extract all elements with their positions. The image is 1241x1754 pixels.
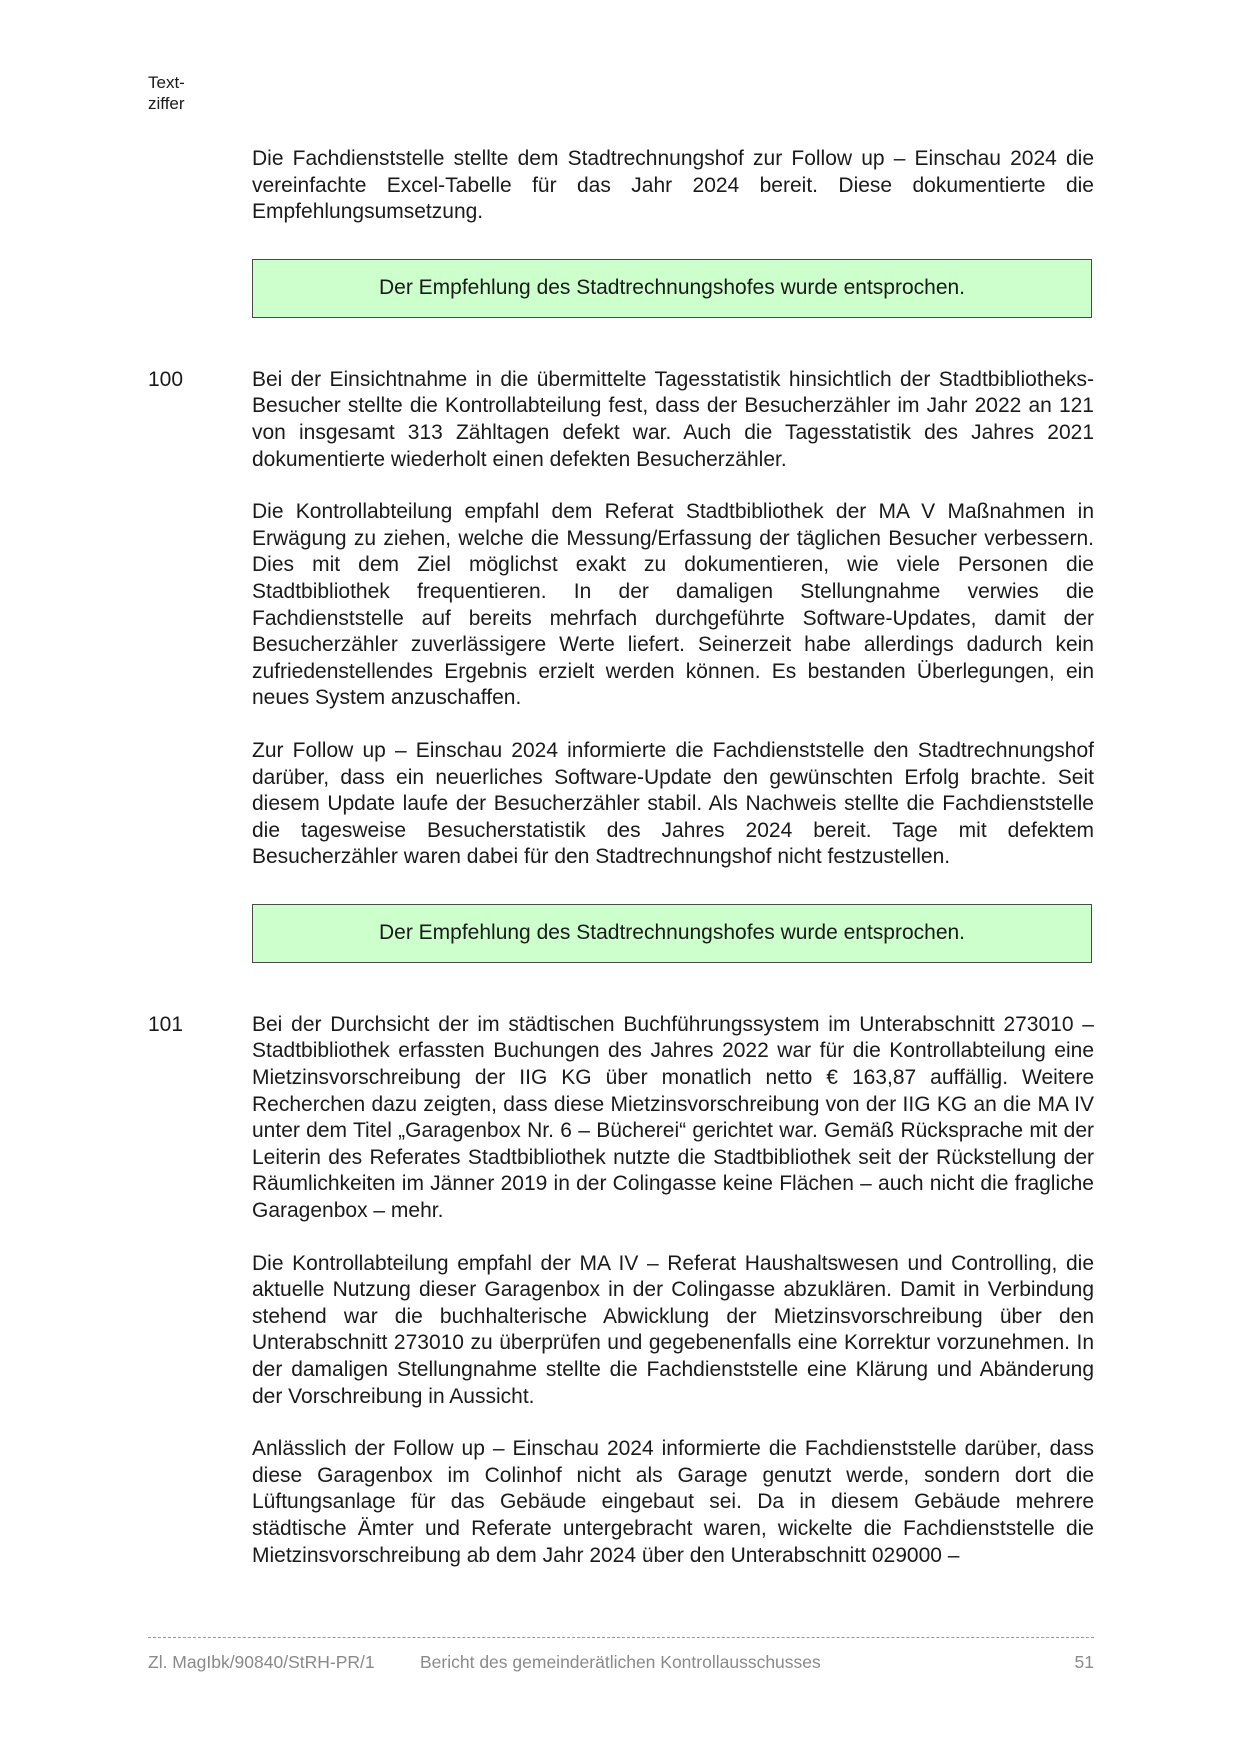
result-box-2: Der Empfehlung des Stadtrechnungshofes wurde entsprochen.: [252, 904, 1092, 963]
section-101-number: 101: [148, 1012, 184, 1036]
section-100: [148, 367, 1094, 871]
section-100-paragraph-2: Die Kontrollabteilung empfahl dem Referat Stadtbibliothek der MA V Maßnahmen in Erwägung zu ziehen, welche die Messung/Erfassung der täglichen Besucher verbessern. Dies mit dem Ziel möglichst exakt zu dokumentieren, wie viele Personen die Stadtbibliothek frequentieren. In der damaligen Stellungnahme verwies die Fachdienststelle auf bereits mehrfach durchgeführte Software-Updates, damit der Besucherzähler zuverlässigere Werte liefert. Seinerzeit habe allerdings dadurch kein zufriedenstellendes Ergebnis erzielt werden können. Es bestanden Überlegungen, ein neues System anzuschaffen.: [252, 500, 1094, 710]
footer-reference: Zl. MagIbk/90840/StRH-PR/1: [148, 1652, 375, 1672]
section-101: [148, 1012, 1094, 1569]
margin-label-textziffer: [148, 72, 185, 114]
footer-divider: [148, 1637, 1094, 1638]
intro-paragraph: Die Fachdienststelle stellte dem Stadtrechnungshof zur Follow up – Einschau 2024 die vereinfachte Excel-Tabelle für das Jahr 2024 bereit. Diese dokumentierte die Empfehlungsumsetzung.: [252, 147, 1094, 224]
section-101-paragraph-3: Anlässlich der Follow up – Einschau 2024 informierte die Fachdienststelle darüber, dass diese Garagenbox im Colinhof nicht als Garage genutzt werde, sondern dort die Lüftungsanlage für das Gebäude eingebaut sei. Da in diesem Gebäude mehrere städtische Ämter und Referate untergebracht waren, wickelte die Fachdienststelle die Mietzinsvorschreibung ab dem Jahr 2024 über den Unterabschnitt 029000 –: [252, 1437, 1094, 1567]
section-100-number: 100: [148, 367, 184, 391]
page-content: [148, 146, 1094, 1569]
section-101-paragraph-1: Bei der Durchsicht der im städtischen Buchführungssystem im Unterabschnitt 273010 – Stadtbibliothek erfassten Buchungen des Jahres 2022 war für die Kontrollabteilung eine Mietzinsvorschreibung der IIG KG über monatlich netto € 163,87 auffällig. Weitere Recherchen dazu zeigten, dass diese Mietzinsvorschreibung von der IIG KG an die MA IV unter dem Titel „Garagenbox Nr. 6 – Bücherei“ gerichtet war. Gemäß Rücksprache mit der Leiterin des Referates Stadtbibliothek nutzte die Stadtbibliothek seit der Rückstellung der Räumlichkeiten im Jänner 2019 in der Colingasse keine Flächen – auch nicht die fragliche Garagenbox – mehr.: [252, 1012, 1094, 1223]
footer-report-title: Bericht des gemeinderätlichen Kontrollausschusses: [420, 1652, 821, 1672]
section-100-paragraph-1: Bei der Einsichtnahme in die übermittelte Tagesstatistik hinsichtlich der Stadtbibliotheks-Besucher stellte die Kontrollabteilung fest, dass der Besucherzähler im Jahr 2022 an 121 von insgesamt 313 Zähltagen defekt war. Auch die Tagesstatistik des Jahres 2021 dokumentierte wiederholt einen defekten Besucherzähler.: [252, 367, 1094, 471]
margin-label-line-1: Text-: [148, 73, 185, 92]
section-100-paragraph-3: Zur Follow up – Einschau 2024 informierte die Fachdienststelle den Stadtrechnungshof darüber, dass ein neuerliches Software-Update den gewünschten Erfolg brachte. Seit diesem Update laufe der Besucherzähler stabil. Als Nachweis stellte die Fachdienststelle die tagesweise Besucherstatistik des Jahres 2024 bereit. Tage mit defektem Besucherzähler waren dabei für den Stadtrechnungshof nicht festzustellen.: [252, 738, 1094, 869]
section-101-paragraph-2: Die Kontrollabteilung empfahl der MA IV – Referat Haushaltswesen und Controlling, die aktuelle Nutzung dieser Garagenbox in der Colingasse abzuklären. Damit in Verbindung stehend war die buchhalterische Abwicklung der Mietzinsvorschreibung über den Unterabschnitt 273010 zu überprüfen und gegebenenfalls eine Korrektur vorzunehmen. In der damaligen Stellungnahme stellte die Fachdienststelle eine Klärung und Abänderung der Vorschreibung in Aussicht.: [252, 1251, 1094, 1408]
result-box-1: Der Empfehlung des Stadtrechnungshofes wurde entsprochen.: [252, 259, 1092, 318]
intro-block: [252, 146, 1094, 226]
footer-page-number: 51: [1074, 1652, 1094, 1672]
margin-label-line-2: ziffer: [148, 94, 185, 113]
